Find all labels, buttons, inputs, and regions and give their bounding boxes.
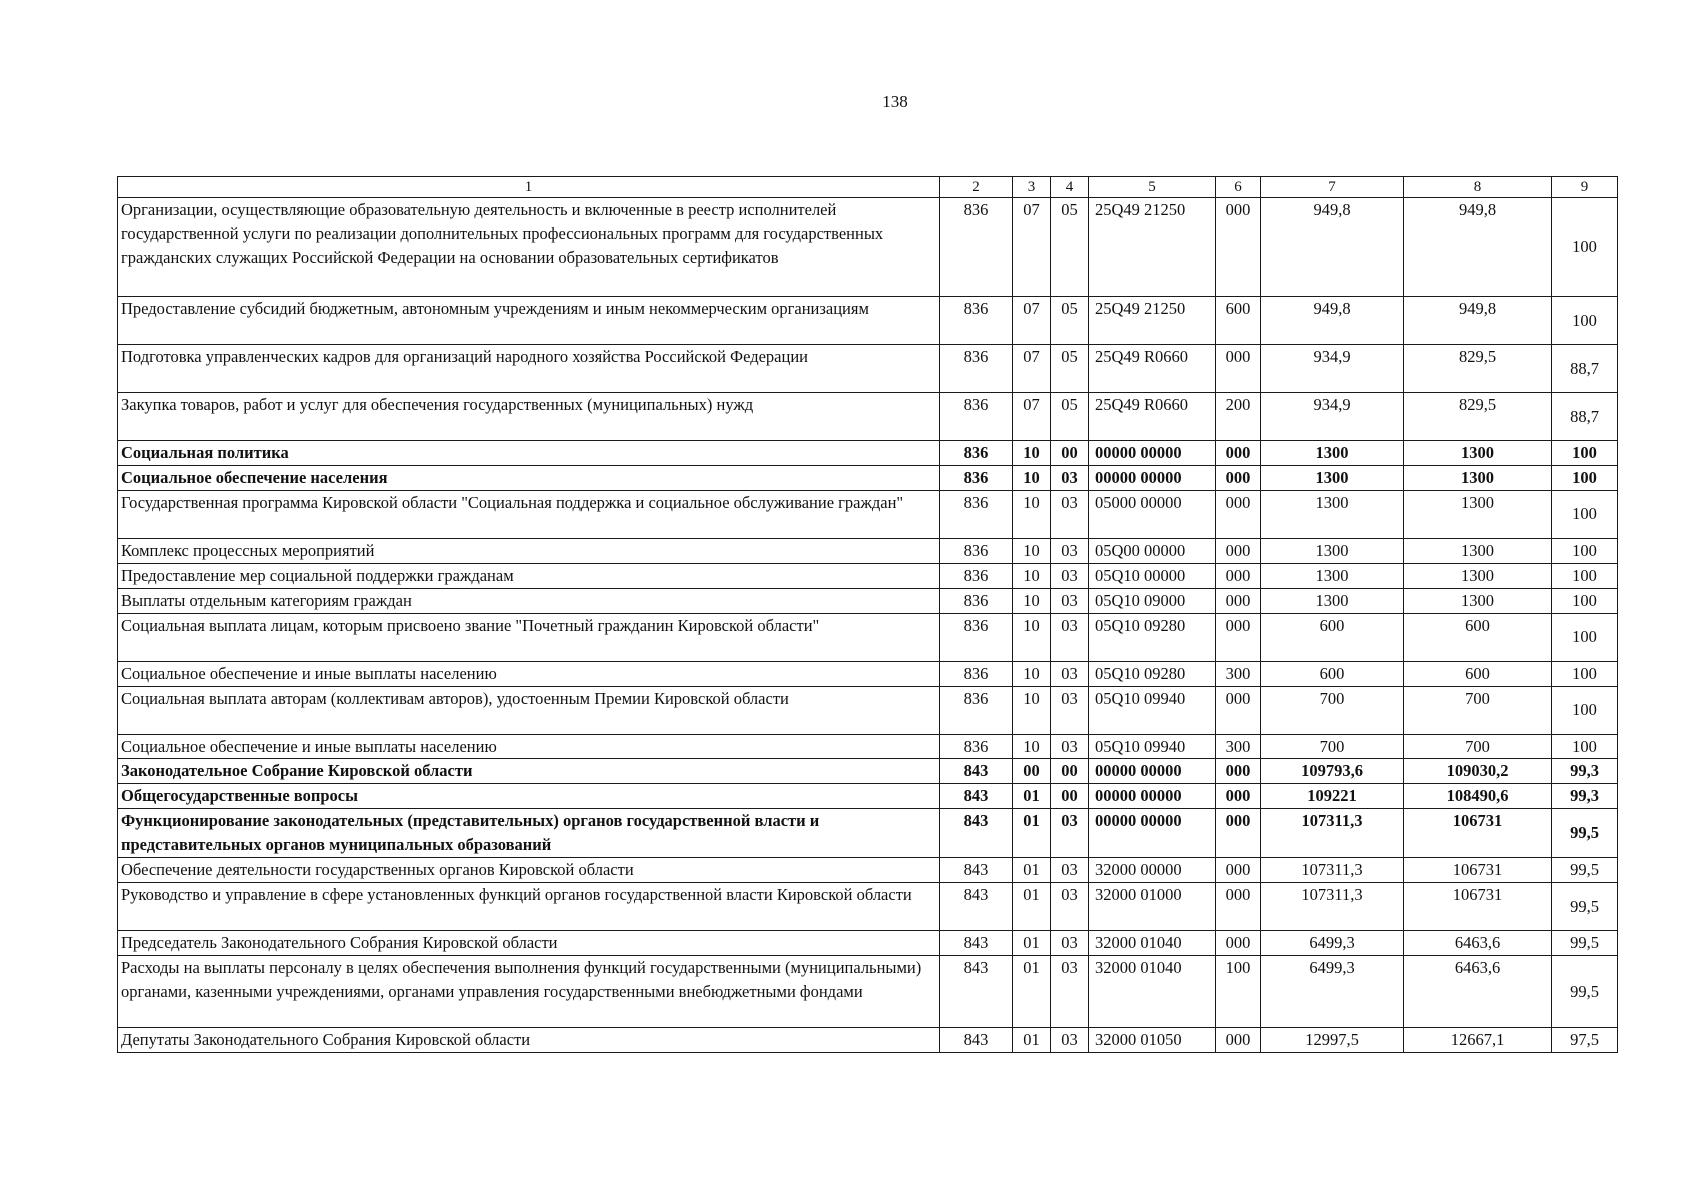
ministry-code: 836 xyxy=(940,588,1013,613)
subsection-code: 03 xyxy=(1051,588,1089,613)
expense-type-code: 000 xyxy=(1216,563,1261,588)
execution-percent: 100 xyxy=(1552,538,1618,563)
row-name: Выплаты отдельным категориям граждан xyxy=(118,588,940,613)
row-name: Руководство и управление в сфере установленных функций органов государственной власти Кировской области xyxy=(118,883,940,931)
table-row xyxy=(118,759,1618,784)
target-article-code: 32000 00000 xyxy=(1089,858,1216,883)
execution-percent: 100 xyxy=(1552,588,1618,613)
header-row xyxy=(118,177,1618,198)
execution-percent: 99,5 xyxy=(1552,931,1618,956)
ministry-code: 836 xyxy=(940,441,1013,466)
column-header: 6 xyxy=(1216,177,1261,198)
page-number: 138 xyxy=(882,92,908,111)
row-name: Организации, осуществляющие образовательную деятельность и включенные в реестр исполнителей государственной услуги по реализации дополнительных профессиональных программ для государственных гражданских служащих Российской Федерации на основании образовательных сертификатов xyxy=(118,198,940,297)
table-row xyxy=(118,613,1618,661)
expense-type-code: 000 xyxy=(1216,759,1261,784)
execution-percent: 100 xyxy=(1552,734,1618,759)
planned-amount: 1300 xyxy=(1261,538,1404,563)
table-row xyxy=(118,858,1618,883)
section-code: 10 xyxy=(1013,588,1051,613)
planned-amount: 1300 xyxy=(1261,490,1404,538)
planned-amount: 109793,6 xyxy=(1261,759,1404,784)
expense-type-code: 000 xyxy=(1216,784,1261,809)
table-row xyxy=(118,809,1618,858)
section-code: 07 xyxy=(1013,297,1051,345)
expense-type-code: 000 xyxy=(1216,1027,1261,1052)
row-name: Депутаты Законодательного Собрания Кировской области xyxy=(118,1027,940,1052)
executed-amount: 106731 xyxy=(1404,809,1552,858)
executed-amount: 949,8 xyxy=(1404,297,1552,345)
executed-amount: 12667,1 xyxy=(1404,1027,1552,1052)
executed-amount: 109030,2 xyxy=(1404,759,1552,784)
section-code: 10 xyxy=(1013,538,1051,563)
target-article-code: 05Q00 00000 xyxy=(1089,538,1216,563)
target-article-code: 00000 00000 xyxy=(1089,759,1216,784)
planned-amount: 12997,5 xyxy=(1261,1027,1404,1052)
expense-type-code: 000 xyxy=(1216,809,1261,858)
target-article-code: 25Q49 R0660 xyxy=(1089,345,1216,393)
executed-amount: 700 xyxy=(1404,686,1552,734)
row-name: Функционирование законодательных (представительных) органов государственной власти и представительных органов муниципальных образований xyxy=(118,809,940,858)
ministry-code: 836 xyxy=(940,661,1013,686)
section-code: 01 xyxy=(1013,809,1051,858)
expense-type-code: 000 xyxy=(1216,538,1261,563)
execution-percent: 99,5 xyxy=(1552,955,1618,1027)
execution-percent: 100 xyxy=(1552,465,1618,490)
execution-percent: 100 xyxy=(1552,441,1618,466)
ministry-code: 836 xyxy=(940,563,1013,588)
planned-amount: 949,8 xyxy=(1261,198,1404,297)
executed-amount: 600 xyxy=(1404,661,1552,686)
execution-percent: 100 xyxy=(1552,661,1618,686)
planned-amount: 6499,3 xyxy=(1261,955,1404,1027)
target-article-code: 05Q10 09000 xyxy=(1089,588,1216,613)
executed-amount: 949,8 xyxy=(1404,198,1552,297)
planned-amount: 934,9 xyxy=(1261,393,1404,441)
ministry-code: 836 xyxy=(940,198,1013,297)
expense-type-code: 000 xyxy=(1216,931,1261,956)
expense-type-code: 000 xyxy=(1216,345,1261,393)
expense-type-code: 000 xyxy=(1216,588,1261,613)
ministry-code: 836 xyxy=(940,686,1013,734)
ministry-code: 836 xyxy=(940,297,1013,345)
row-name: Общегосударственные вопросы xyxy=(118,784,940,809)
table-row xyxy=(118,297,1618,345)
subsection-code: 05 xyxy=(1051,198,1089,297)
expense-type-code: 000 xyxy=(1216,883,1261,931)
table-row xyxy=(118,883,1618,931)
section-code: 10 xyxy=(1013,465,1051,490)
row-name: Социальное обеспечение и иные выплаты населению xyxy=(118,661,940,686)
expense-type-code: 000 xyxy=(1216,198,1261,297)
execution-percent: 100 xyxy=(1552,613,1618,661)
execution-percent: 99,5 xyxy=(1552,883,1618,931)
expense-type-code: 600 xyxy=(1216,297,1261,345)
executed-amount: 1300 xyxy=(1404,490,1552,538)
row-name: Комплекс процессных мероприятий xyxy=(118,538,940,563)
section-code: 10 xyxy=(1013,686,1051,734)
target-article-code: 05Q10 09280 xyxy=(1089,661,1216,686)
table-row xyxy=(118,393,1618,441)
target-article-code: 00000 00000 xyxy=(1089,441,1216,466)
executed-amount: 1300 xyxy=(1404,441,1552,466)
ministry-code: 843 xyxy=(940,784,1013,809)
target-article-code: 32000 01000 xyxy=(1089,883,1216,931)
execution-percent: 100 xyxy=(1552,198,1618,297)
target-article-code: 05Q10 09940 xyxy=(1089,686,1216,734)
executed-amount: 6463,6 xyxy=(1404,955,1552,1027)
table-row xyxy=(118,198,1618,297)
column-header: 5 xyxy=(1089,177,1216,198)
planned-amount: 600 xyxy=(1261,613,1404,661)
expense-type-code: 100 xyxy=(1216,955,1261,1027)
table-row xyxy=(118,784,1618,809)
subsection-code: 05 xyxy=(1051,345,1089,393)
expense-type-code: 300 xyxy=(1216,661,1261,686)
target-article-code: 00000 00000 xyxy=(1089,465,1216,490)
ministry-code: 843 xyxy=(940,883,1013,931)
section-code: 01 xyxy=(1013,858,1051,883)
execution-percent: 88,7 xyxy=(1552,393,1618,441)
execution-percent: 99,5 xyxy=(1552,809,1618,858)
executed-amount: 1300 xyxy=(1404,588,1552,613)
ministry-code: 836 xyxy=(940,538,1013,563)
target-article-code: 05000 00000 xyxy=(1089,490,1216,538)
table-row xyxy=(118,661,1618,686)
planned-amount: 949,8 xyxy=(1261,297,1404,345)
planned-amount: 6499,3 xyxy=(1261,931,1404,956)
table-row xyxy=(118,345,1618,393)
column-header: 1 xyxy=(118,177,940,198)
subsection-code: 03 xyxy=(1051,858,1089,883)
row-name: Предоставление мер социальной поддержки гражданам xyxy=(118,563,940,588)
table-row xyxy=(118,588,1618,613)
target-article-code: 25Q49 21250 xyxy=(1089,198,1216,297)
table-row xyxy=(118,490,1618,538)
section-code: 07 xyxy=(1013,345,1051,393)
ministry-code: 836 xyxy=(940,345,1013,393)
table-row xyxy=(118,441,1618,466)
section-code: 10 xyxy=(1013,613,1051,661)
execution-percent: 100 xyxy=(1552,686,1618,734)
ministry-code: 836 xyxy=(940,734,1013,759)
row-name: Закупка товаров, работ и услуг для обеспечения государственных (муниципальных) нужд xyxy=(118,393,940,441)
executed-amount: 1300 xyxy=(1404,563,1552,588)
planned-amount: 109221 xyxy=(1261,784,1404,809)
executed-amount: 1300 xyxy=(1404,538,1552,563)
subsection-code: 03 xyxy=(1051,1027,1089,1052)
planned-amount: 1300 xyxy=(1261,563,1404,588)
subsection-code: 03 xyxy=(1051,931,1089,956)
execution-percent: 100 xyxy=(1552,563,1618,588)
subsection-code: 00 xyxy=(1051,784,1089,809)
executed-amount: 1300 xyxy=(1404,465,1552,490)
ministry-code: 843 xyxy=(940,858,1013,883)
target-article-code: 05Q10 09940 xyxy=(1089,734,1216,759)
planned-amount: 107311,3 xyxy=(1261,883,1404,931)
section-code: 01 xyxy=(1013,931,1051,956)
table-body xyxy=(118,198,1618,1053)
executed-amount: 600 xyxy=(1404,613,1552,661)
planned-amount: 1300 xyxy=(1261,588,1404,613)
row-name: Социальная выплата авторам (коллективам авторов), удостоенным Премии Кировской области xyxy=(118,686,940,734)
target-article-code: 05Q10 00000 xyxy=(1089,563,1216,588)
expense-type-code: 000 xyxy=(1216,441,1261,466)
subsection-code: 03 xyxy=(1051,538,1089,563)
planned-amount: 107311,3 xyxy=(1261,858,1404,883)
execution-percent: 100 xyxy=(1552,297,1618,345)
planned-amount: 700 xyxy=(1261,686,1404,734)
table-row xyxy=(118,931,1618,956)
ministry-code: 843 xyxy=(940,759,1013,784)
ministry-code: 836 xyxy=(940,613,1013,661)
target-article-code: 00000 00000 xyxy=(1089,809,1216,858)
table-row xyxy=(118,1027,1618,1052)
expense-type-code: 000 xyxy=(1216,490,1261,538)
section-code: 07 xyxy=(1013,198,1051,297)
executed-amount: 829,5 xyxy=(1404,393,1552,441)
subsection-code: 03 xyxy=(1051,661,1089,686)
row-name: Государственная программа Кировской области "Социальная поддержка и социальное обслуживание граждан" xyxy=(118,490,940,538)
executed-amount: 829,5 xyxy=(1404,345,1552,393)
row-name: Социальная политика xyxy=(118,441,940,466)
execution-percent: 97,5 xyxy=(1552,1027,1618,1052)
planned-amount: 934,9 xyxy=(1261,345,1404,393)
expense-type-code: 000 xyxy=(1216,686,1261,734)
target-article-code: 32000 01040 xyxy=(1089,931,1216,956)
column-header: 4 xyxy=(1051,177,1089,198)
column-header: 9 xyxy=(1552,177,1618,198)
expense-type-code: 000 xyxy=(1216,465,1261,490)
planned-amount: 600 xyxy=(1261,661,1404,686)
column-header: 8 xyxy=(1404,177,1552,198)
subsection-code: 03 xyxy=(1051,883,1089,931)
section-code: 01 xyxy=(1013,955,1051,1027)
target-article-code: 32000 01050 xyxy=(1089,1027,1216,1052)
planned-amount: 107311,3 xyxy=(1261,809,1404,858)
table-row xyxy=(118,538,1618,563)
section-code: 01 xyxy=(1013,883,1051,931)
executed-amount: 700 xyxy=(1404,734,1552,759)
row-name: Обеспечение деятельности государственных органов Кировской области xyxy=(118,858,940,883)
subsection-code: 00 xyxy=(1051,759,1089,784)
target-article-code: 05Q10 09280 xyxy=(1089,613,1216,661)
planned-amount: 1300 xyxy=(1261,465,1404,490)
ministry-code: 843 xyxy=(940,1027,1013,1052)
section-code: 10 xyxy=(1013,734,1051,759)
subsection-code: 03 xyxy=(1051,686,1089,734)
execution-percent: 99,3 xyxy=(1552,784,1618,809)
table-row xyxy=(118,563,1618,588)
subsection-code: 03 xyxy=(1051,490,1089,538)
executed-amount: 6463,6 xyxy=(1404,931,1552,956)
execution-percent: 99,5 xyxy=(1552,858,1618,883)
row-name: Социальное обеспечение населения xyxy=(118,465,940,490)
expense-type-code: 300 xyxy=(1216,734,1261,759)
column-header: 7 xyxy=(1261,177,1404,198)
section-code: 10 xyxy=(1013,441,1051,466)
expense-type-code: 200 xyxy=(1216,393,1261,441)
section-code: 10 xyxy=(1013,661,1051,686)
subsection-code: 05 xyxy=(1051,393,1089,441)
planned-amount: 700 xyxy=(1261,734,1404,759)
execution-percent: 99,3 xyxy=(1552,759,1618,784)
target-article-code: 00000 00000 xyxy=(1089,784,1216,809)
execution-percent: 88,7 xyxy=(1552,345,1618,393)
subsection-code: 03 xyxy=(1051,465,1089,490)
subsection-code: 05 xyxy=(1051,297,1089,345)
target-article-code: 25Q49 21250 xyxy=(1089,297,1216,345)
target-article-code: 25Q49 R0660 xyxy=(1089,393,1216,441)
column-header: 3 xyxy=(1013,177,1051,198)
row-name: Подготовка управленческих кадров для организаций народного хозяйства Российской Федерации xyxy=(118,345,940,393)
table-row xyxy=(118,465,1618,490)
expense-type-code: 000 xyxy=(1216,613,1261,661)
section-code: 10 xyxy=(1013,490,1051,538)
budget-table xyxy=(117,176,1618,1053)
section-code: 10 xyxy=(1013,563,1051,588)
row-name: Законодательное Собрание Кировской области xyxy=(118,759,940,784)
ministry-code: 836 xyxy=(940,490,1013,538)
ministry-code: 836 xyxy=(940,465,1013,490)
executed-amount: 106731 xyxy=(1404,883,1552,931)
expense-type-code: 000 xyxy=(1216,858,1261,883)
subsection-code: 03 xyxy=(1051,809,1089,858)
subsection-code: 03 xyxy=(1051,955,1089,1027)
section-code: 01 xyxy=(1013,1027,1051,1052)
row-name: Социальное обеспечение и иные выплаты населению xyxy=(118,734,940,759)
target-article-code: 32000 01040 xyxy=(1089,955,1216,1027)
ministry-code: 836 xyxy=(940,393,1013,441)
subsection-code: 03 xyxy=(1051,613,1089,661)
subsection-code: 03 xyxy=(1051,563,1089,588)
section-code: 07 xyxy=(1013,393,1051,441)
subsection-code: 03 xyxy=(1051,734,1089,759)
subsection-code: 00 xyxy=(1051,441,1089,466)
executed-amount: 106731 xyxy=(1404,858,1552,883)
ministry-code: 843 xyxy=(940,955,1013,1027)
ministry-code: 843 xyxy=(940,931,1013,956)
ministry-code: 843 xyxy=(940,809,1013,858)
planned-amount: 1300 xyxy=(1261,441,1404,466)
section-code: 00 xyxy=(1013,759,1051,784)
row-name: Социальная выплата лицам, которым присвоено звание "Почетный гражданин Кировской области" xyxy=(118,613,940,661)
execution-percent: 100 xyxy=(1552,490,1618,538)
table-row xyxy=(118,734,1618,759)
table-row xyxy=(118,686,1618,734)
executed-amount: 108490,6 xyxy=(1404,784,1552,809)
table-row xyxy=(118,955,1618,1027)
section-code: 01 xyxy=(1013,784,1051,809)
row-name: Расходы на выплаты персоналу в целях обеспечения выполнения функций государственными (муниципальными) органами, казенными учреждениями, органами управления государственными внебюджетными фондами xyxy=(118,955,940,1027)
row-name: Предоставление субсидий бюджетным, автономным учреждениям и иным некоммерческим организациям xyxy=(118,297,940,345)
row-name: Председатель Законодательного Собрания Кировской области xyxy=(118,931,940,956)
column-header: 2 xyxy=(940,177,1013,198)
